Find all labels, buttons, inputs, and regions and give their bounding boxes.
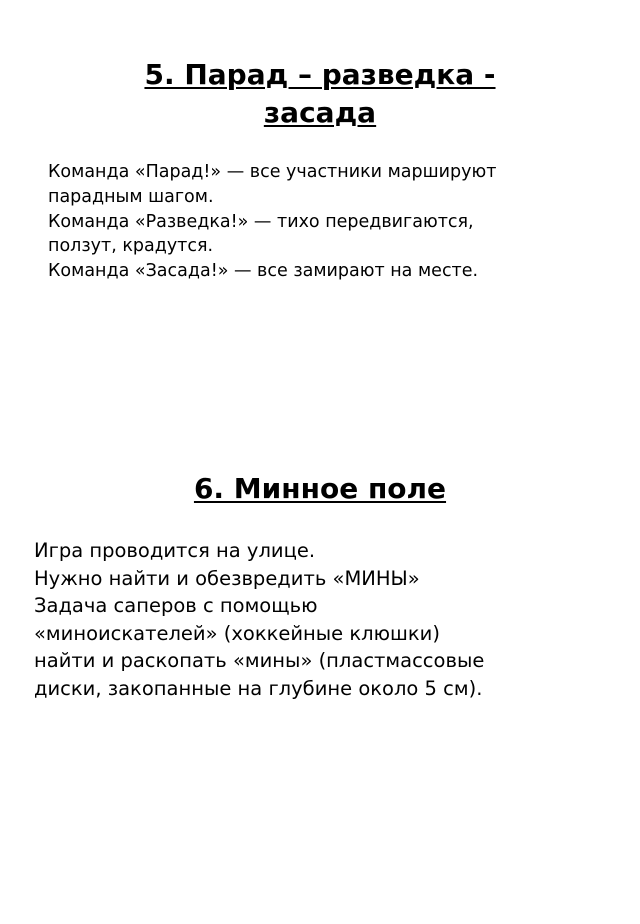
body-line: парадным шагом. [48, 186, 214, 207]
section-6-body [34, 537, 484, 703]
body-line: диски, закопанные на глубине около 5 см). [34, 676, 483, 700]
body-line: Задача саперов с помощью [34, 594, 318, 618]
body-line: найти и раскопать «мины» (пластмассовые [34, 649, 485, 673]
section-5-body [48, 160, 496, 284]
title-line [0, 94, 640, 132]
section-5-title [0, 56, 640, 132]
body-line: Игра проводится на улице. [34, 539, 316, 562]
title-text: 5. Парад – разведка - [144, 58, 496, 91]
body-line: Команда «Засада!» — все замирают на месте. [48, 261, 479, 282]
body-line: ползут, крадутся. [48, 236, 214, 257]
title-line [0, 56, 640, 94]
body-line: Команда «Парад!» — все участники маршируют [48, 162, 497, 182]
title-text: 6. Минное поле [193, 472, 447, 505]
body-line: Команда «Разведка!» — тихо передвигаются, [48, 211, 474, 232]
section-6-title [0, 470, 640, 508]
body-line: Нужно найти и обезвредить «МИНЫ» [34, 566, 420, 590]
body-line: «миноискателей» (хоккейные клюшки) [34, 621, 440, 645]
title-text: засада [263, 96, 377, 129]
